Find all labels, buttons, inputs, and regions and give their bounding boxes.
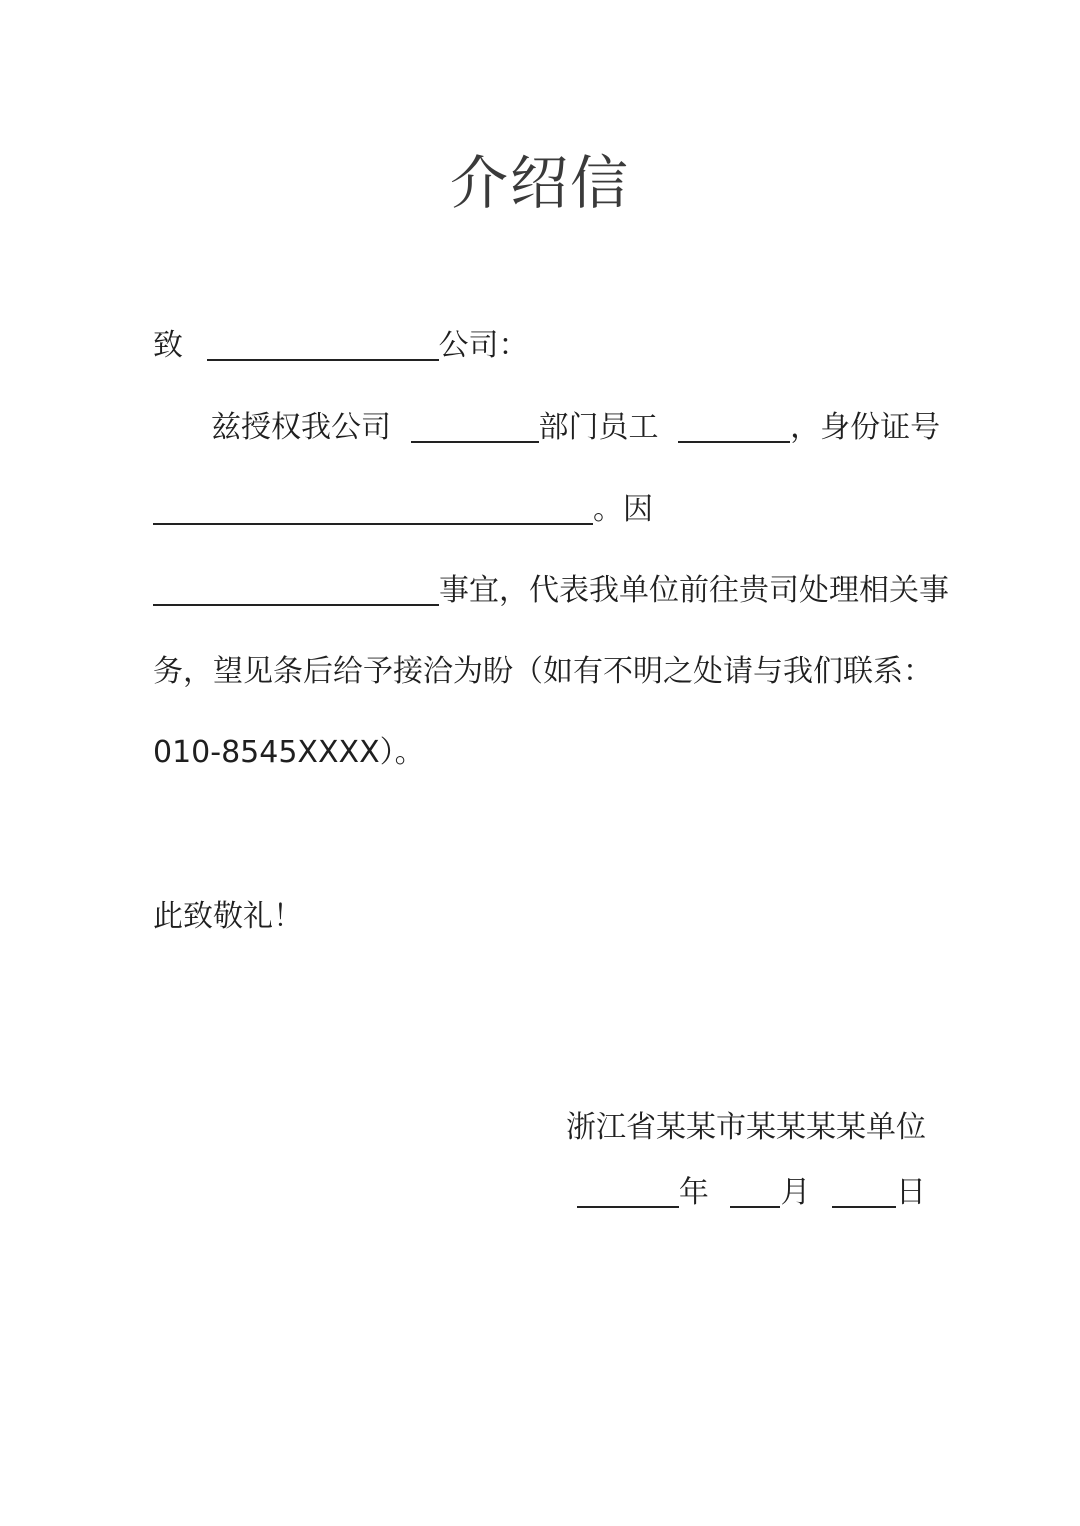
id-number-blank[interactable] bbox=[153, 493, 593, 525]
salutation-suffix: 公司： bbox=[438, 328, 529, 363]
matter-blank[interactable] bbox=[153, 574, 439, 606]
authorize-text: 兹授权我公司 bbox=[211, 410, 391, 445]
letter-title: 介绍信 bbox=[449, 149, 630, 217]
employee-name-blank[interactable] bbox=[678, 411, 790, 443]
reason-prefix: 。因 bbox=[593, 492, 653, 527]
day-blank[interactable] bbox=[832, 1176, 896, 1208]
year-label: 年 bbox=[678, 1175, 709, 1210]
contact-phone: 010-8545XXXX）。 bbox=[153, 735, 425, 770]
body-line-3 bbox=[153, 571, 949, 611]
department-staff-text: 部门员工 bbox=[538, 410, 659, 445]
closing-text: 此致敬礼！ bbox=[153, 899, 303, 934]
year-blank[interactable] bbox=[577, 1176, 679, 1208]
body-line-1 bbox=[153, 408, 940, 448]
signature-org: 浙江省某某市某某某某单位 bbox=[566, 1110, 926, 1145]
request-text: 务，望见条后给予接洽为盼（如有不明之处请与我们联系： bbox=[153, 654, 933, 689]
month-blank[interactable] bbox=[730, 1176, 780, 1208]
salutation-prefix: 致 bbox=[153, 328, 183, 363]
department-blank[interactable] bbox=[411, 411, 539, 443]
month-label: 月 bbox=[780, 1175, 811, 1210]
body-line-5 bbox=[153, 733, 425, 773]
id-number-label: ，身份证号 bbox=[790, 410, 941, 445]
body-line-4 bbox=[153, 652, 933, 692]
body-line-2 bbox=[153, 490, 653, 530]
closing-line bbox=[153, 897, 303, 937]
salutation-line bbox=[153, 326, 529, 366]
day-label: 日 bbox=[896, 1175, 926, 1210]
company-name-blank[interactable] bbox=[207, 329, 439, 361]
matter-text: 事宜，代表我单位前往贵司处理相关事 bbox=[439, 573, 949, 608]
date-line bbox=[577, 1173, 926, 1213]
